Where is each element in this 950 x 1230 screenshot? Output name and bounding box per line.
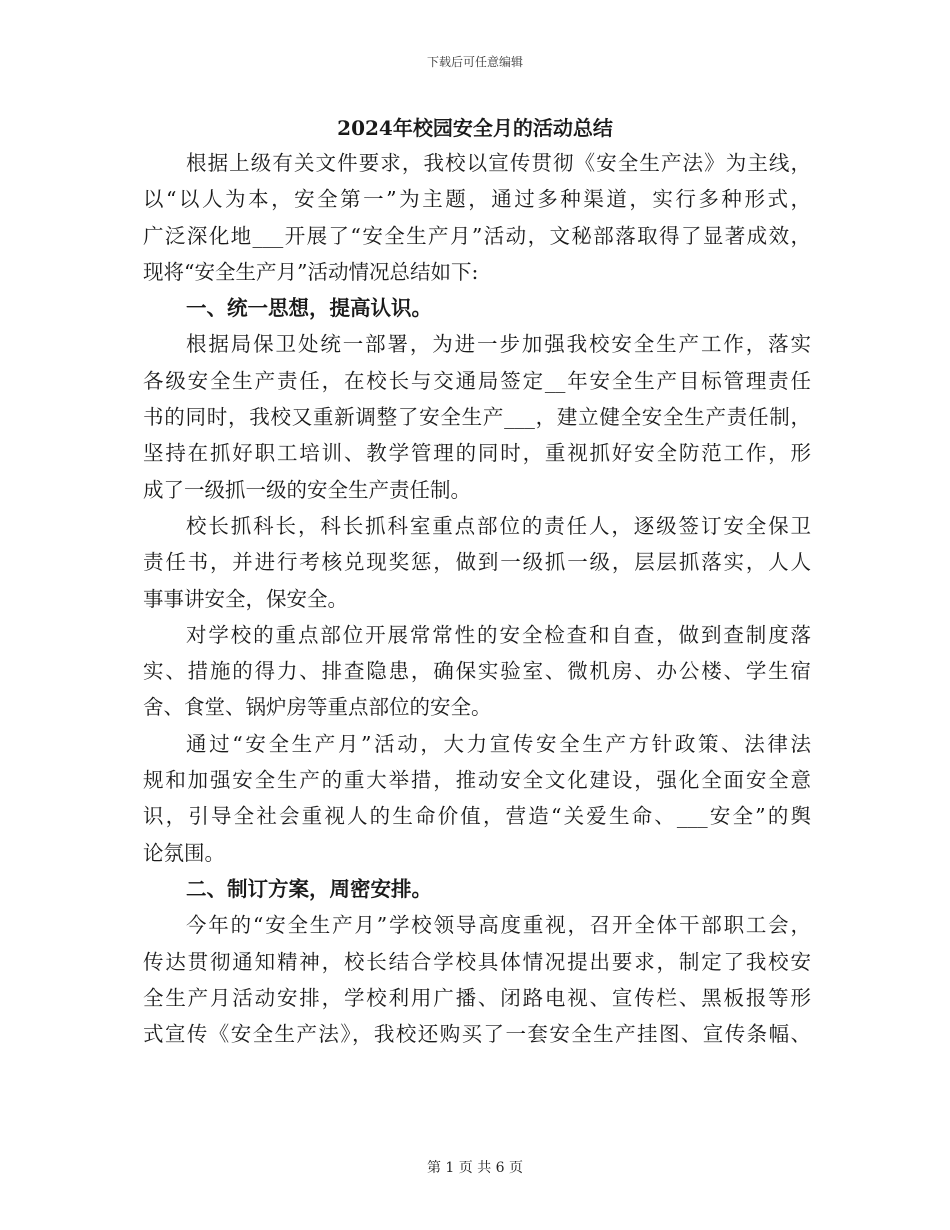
body-text-line: 今年的“安全生产月”学校领导高度重视，召开全体干部职工会， — [186, 913, 811, 938]
body-text-line: 各级安全生产责任，在校长与交通局签定__年安全生产目标管理责任 — [143, 368, 811, 393]
body-text-line: 实、措施的得力、排查隐患，确保实验室、微机房、办公楼、学生宿 — [143, 659, 811, 684]
body-text-line: 式宣传《安全生产法》，我校还购买了一套安全生产挂图、宣传条幅、 — [143, 1022, 811, 1047]
document-title: 2024年校园安全月的活动总结 — [337, 116, 613, 140]
body-text-line: 以“以人为本，安全第一”为主题，通过多种渠道，实行多种形式， — [143, 187, 811, 212]
body-text-line: 对学校的重点部位开展常常性的安全检查和自查，做到查制度落 — [186, 622, 811, 647]
section-heading: 二、制订方案，周密安排。 — [186, 876, 432, 901]
body-text-line: 舍、食堂、锅炉房等重点部位的安全。 — [143, 695, 492, 720]
body-text-line: 校长抓科长，科长抓科室重点部位的责任人，逐级签订安全保卫 — [186, 513, 811, 538]
body-text-line: 现将“安全生产月”活动情况总结如下: — [143, 259, 479, 284]
body-text-line: 论氛围。 — [143, 840, 225, 865]
body-text-line: 责任书，并进行考核兑现奖惩，做到一级抓一级，层层抓落实，人人 — [143, 550, 811, 575]
body-text-line: 全生产月活动安排，学校利用广播、闭路电视、宣传栏、黑板报等形 — [143, 985, 811, 1010]
body-text-line: 根据局保卫处统一部署，为进一步加强我校安全生产工作，落实 — [186, 332, 811, 357]
body-text-line: 规和加强安全生产的重大举措，推动安全文化建设，强化全面安全意 — [143, 768, 811, 793]
body-text-line: 识，引导全社会重视人的生命价值，营造“关爱生命、___安全”的舆 — [143, 804, 811, 829]
body-text-line: 书的同时，我校又重新调整了安全生产___，建立健全安全生产责任制， — [143, 405, 811, 430]
body-text-line: 传达贯彻通知精神，校长结合学校具体情况提出要求，制定了我校安 — [143, 949, 811, 974]
section-heading: 一、统一思想，提高认识。 — [186, 296, 432, 321]
body-text-line: 广泛深化地___开展了“安全生产月”活动，文秘部落取得了显著成效， — [143, 223, 811, 248]
header-note: 下载后可任意编辑 — [426, 55, 523, 69]
body-text-line: 事事讲安全，保安全。 — [143, 586, 348, 611]
body-text-line: 坚持在抓好职工培训、教学管理的同时，重视抓好安全防范工作，形 — [143, 441, 811, 466]
document-body — [143, 145, 811, 1052]
body-text-line: 根据上级有关文件要求，我校以宣传贯彻《安全生产法》为主线， — [186, 151, 811, 175]
page-number: 第 1 页 共 6 页 — [426, 1160, 524, 1176]
body-text-line: 通过“安全生产月”活动，大力宣传安全生产方针政策、法律法 — [186, 731, 811, 756]
body-text-line: 成了一级抓一级的安全生产责任制。 — [143, 477, 471, 502]
